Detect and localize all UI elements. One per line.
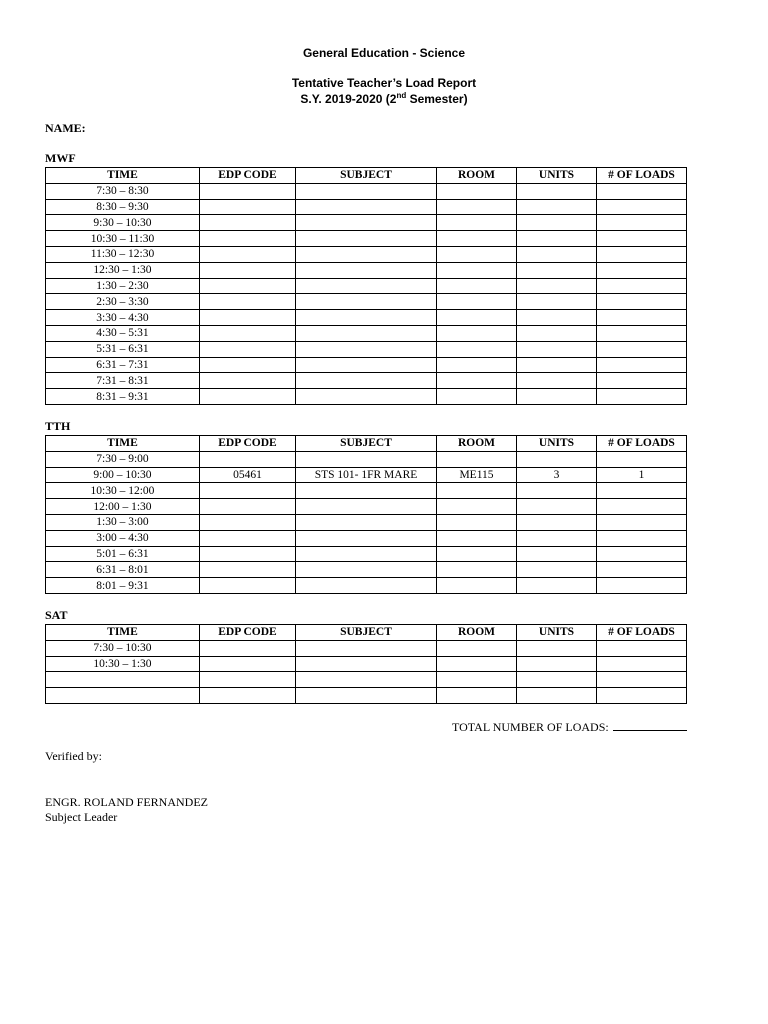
table-cell bbox=[597, 578, 687, 594]
school-year bbox=[0, 91, 768, 106]
report-title: Tentative Teacher’s Load Report bbox=[291, 76, 477, 90]
table-cell bbox=[296, 341, 437, 357]
table-cell bbox=[46, 688, 200, 704]
table-cell bbox=[597, 341, 687, 357]
table-cell bbox=[200, 640, 296, 656]
table-cell bbox=[200, 183, 296, 199]
table-cell bbox=[296, 278, 437, 294]
table-cell: 7:30 – 10:30 bbox=[46, 640, 200, 656]
table-cell: 1:30 – 3:00 bbox=[46, 514, 200, 530]
table-cell bbox=[597, 294, 687, 310]
table-cell: 8:30 – 9:30 bbox=[46, 199, 200, 215]
table-cell bbox=[200, 389, 296, 405]
total-loads bbox=[452, 719, 687, 735]
table-cell bbox=[200, 278, 296, 294]
table-cell bbox=[296, 325, 437, 341]
table-cell bbox=[296, 389, 437, 405]
table-cell bbox=[517, 278, 597, 294]
table-cell bbox=[437, 278, 517, 294]
table-cell bbox=[517, 578, 597, 594]
table-cell bbox=[296, 262, 437, 278]
school-year-ordinal: nd bbox=[396, 91, 407, 100]
table-cell: STS 101- 1FR MARE bbox=[296, 467, 437, 483]
table-cell bbox=[437, 294, 517, 310]
table-header-row bbox=[46, 436, 687, 452]
column-header: TIME bbox=[46, 436, 200, 452]
table-cell bbox=[437, 246, 517, 262]
table-cell bbox=[437, 373, 517, 389]
table-cell bbox=[597, 530, 687, 546]
table-cell bbox=[437, 341, 517, 357]
table-cell: 1:30 – 2:30 bbox=[46, 278, 200, 294]
table-cell bbox=[597, 451, 687, 467]
column-header: TIME bbox=[46, 168, 200, 184]
table-cell bbox=[437, 514, 517, 530]
table-cell: 10:30 – 1:30 bbox=[46, 656, 200, 672]
table-row bbox=[46, 672, 687, 688]
table-cell bbox=[200, 688, 296, 704]
table-cell: 7:30 – 9:00 bbox=[46, 451, 200, 467]
table-cell bbox=[437, 451, 517, 467]
table-row bbox=[46, 294, 687, 310]
table-cell bbox=[296, 578, 437, 594]
table-cell bbox=[200, 656, 296, 672]
table-row bbox=[46, 183, 687, 199]
table-cell bbox=[437, 483, 517, 499]
table-cell bbox=[200, 325, 296, 341]
table-cell bbox=[437, 656, 517, 672]
signatory-name: ENGR. ROLAND FERNANDEZ bbox=[45, 795, 208, 809]
table-cell bbox=[200, 199, 296, 215]
table-cell bbox=[437, 688, 517, 704]
table-cell bbox=[517, 357, 597, 373]
school-year-prefix: S.Y. 2019-2020 (2 bbox=[300, 92, 397, 106]
department-heading: General Education - Science bbox=[302, 46, 466, 60]
table-row bbox=[46, 514, 687, 530]
section-label-tth: TTH bbox=[45, 419, 71, 433]
table-cell bbox=[437, 389, 517, 405]
table-cell bbox=[597, 183, 687, 199]
table-cell bbox=[597, 246, 687, 262]
table-row bbox=[46, 656, 687, 672]
table-cell: 9:00 – 10:30 bbox=[46, 467, 200, 483]
name-label: NAME: bbox=[45, 121, 86, 135]
table-cell bbox=[437, 672, 517, 688]
table-cell bbox=[517, 294, 597, 310]
table-cell bbox=[200, 310, 296, 326]
table-cell: 2:30 – 3:30 bbox=[46, 294, 200, 310]
table-cell bbox=[200, 672, 296, 688]
table-cell: 8:01 – 9:31 bbox=[46, 578, 200, 594]
table-cell bbox=[517, 310, 597, 326]
table-cell bbox=[437, 546, 517, 562]
table-cell bbox=[517, 688, 597, 704]
table-cell bbox=[597, 546, 687, 562]
table-cell bbox=[597, 688, 687, 704]
section-label-sat: SAT bbox=[45, 608, 68, 622]
table-cell bbox=[437, 357, 517, 373]
table-cell bbox=[437, 310, 517, 326]
table-cell bbox=[597, 514, 687, 530]
table-cell bbox=[200, 231, 296, 247]
table-cell bbox=[200, 562, 296, 578]
table-cell bbox=[200, 514, 296, 530]
section-label-mwf: MWF bbox=[45, 151, 76, 165]
table-cell bbox=[517, 546, 597, 562]
table-cell bbox=[597, 310, 687, 326]
column-header: ROOM bbox=[437, 436, 517, 452]
table-cell bbox=[200, 499, 296, 515]
table-cell: 4:30 – 5:31 bbox=[46, 325, 200, 341]
table-cell bbox=[200, 357, 296, 373]
table-cell bbox=[296, 688, 437, 704]
column-header: ROOM bbox=[437, 168, 517, 184]
table-cell: 8:31 – 9:31 bbox=[46, 389, 200, 405]
table-cell bbox=[296, 373, 437, 389]
table-cell bbox=[597, 483, 687, 499]
table-cell bbox=[517, 451, 597, 467]
school-year-suffix: Semester) bbox=[406, 92, 468, 106]
table-cell bbox=[296, 530, 437, 546]
table-cell bbox=[437, 199, 517, 215]
table-cell bbox=[517, 530, 597, 546]
table-row bbox=[46, 546, 687, 562]
table-cell bbox=[517, 656, 597, 672]
table-cell bbox=[296, 246, 437, 262]
table-cell: 10:30 – 12:00 bbox=[46, 483, 200, 499]
total-loads-label: TOTAL NUMBER OF LOADS: bbox=[452, 720, 609, 734]
tth-schedule-table bbox=[45, 435, 687, 594]
table-cell: 6:31 – 8:01 bbox=[46, 562, 200, 578]
table-cell: 3 bbox=[517, 467, 597, 483]
table-cell: ME115 bbox=[437, 467, 517, 483]
table-cell bbox=[597, 278, 687, 294]
table-cell bbox=[597, 389, 687, 405]
table-cell bbox=[517, 215, 597, 231]
table-cell: 7:31 – 8:31 bbox=[46, 373, 200, 389]
table-cell bbox=[296, 199, 437, 215]
table-cell bbox=[517, 341, 597, 357]
column-header: SUBJECT bbox=[296, 625, 437, 641]
column-header: # OF LOADS bbox=[597, 625, 687, 641]
table-row bbox=[46, 262, 687, 278]
table-cell bbox=[597, 262, 687, 278]
column-header: SUBJECT bbox=[296, 436, 437, 452]
table-cell bbox=[517, 262, 597, 278]
table-cell bbox=[200, 373, 296, 389]
column-header: EDP CODE bbox=[200, 625, 296, 641]
column-header: ROOM bbox=[437, 625, 517, 641]
table-cell bbox=[296, 231, 437, 247]
table-row bbox=[46, 562, 687, 578]
table-cell: 5:31 – 6:31 bbox=[46, 341, 200, 357]
table-cell bbox=[296, 215, 437, 231]
table-row bbox=[46, 640, 687, 656]
table-cell bbox=[517, 325, 597, 341]
table-cell bbox=[296, 546, 437, 562]
table-cell bbox=[437, 262, 517, 278]
table-row bbox=[46, 483, 687, 499]
table-cell bbox=[597, 325, 687, 341]
table-cell bbox=[597, 562, 687, 578]
signatory-title: Subject Leader bbox=[45, 810, 118, 824]
table-cell bbox=[200, 578, 296, 594]
table-row bbox=[46, 341, 687, 357]
table-cell bbox=[597, 672, 687, 688]
table-header-row bbox=[46, 168, 687, 184]
table-cell bbox=[296, 562, 437, 578]
table-row bbox=[46, 467, 687, 483]
table-cell bbox=[296, 483, 437, 499]
table-cell: 6:31 – 7:31 bbox=[46, 357, 200, 373]
table-cell bbox=[517, 373, 597, 389]
table-cell bbox=[200, 341, 296, 357]
table-cell bbox=[437, 562, 517, 578]
table-cell bbox=[296, 310, 437, 326]
table-row bbox=[46, 389, 687, 405]
table-row bbox=[46, 357, 687, 373]
table-cell bbox=[517, 672, 597, 688]
table-cell bbox=[296, 294, 437, 310]
table-cell: 10:30 – 11:30 bbox=[46, 231, 200, 247]
table-cell: 12:30 – 1:30 bbox=[46, 262, 200, 278]
table-row bbox=[46, 451, 687, 467]
table-cell bbox=[296, 183, 437, 199]
table-cell bbox=[517, 499, 597, 515]
table-cell bbox=[200, 215, 296, 231]
table-cell bbox=[437, 530, 517, 546]
table-cell: 3:30 – 4:30 bbox=[46, 310, 200, 326]
table-header-row bbox=[46, 625, 687, 641]
table-row bbox=[46, 578, 687, 594]
table-cell: 11:30 – 12:30 bbox=[46, 246, 200, 262]
table-cell bbox=[437, 231, 517, 247]
table-cell bbox=[296, 514, 437, 530]
table-cell: 05461 bbox=[200, 467, 296, 483]
table-cell bbox=[437, 640, 517, 656]
table-cell bbox=[437, 499, 517, 515]
table-row bbox=[46, 530, 687, 546]
table-cell: 5:01 – 6:31 bbox=[46, 546, 200, 562]
column-header: SUBJECT bbox=[296, 168, 437, 184]
table-cell bbox=[46, 672, 200, 688]
table-cell bbox=[597, 215, 687, 231]
column-header: EDP CODE bbox=[200, 168, 296, 184]
column-header: UNITS bbox=[517, 625, 597, 641]
table-cell bbox=[296, 499, 437, 515]
table-cell bbox=[597, 373, 687, 389]
mwf-schedule-table bbox=[45, 167, 687, 405]
column-header: UNITS bbox=[517, 436, 597, 452]
table-cell: 3:00 – 4:30 bbox=[46, 530, 200, 546]
table-cell bbox=[296, 451, 437, 467]
table-cell bbox=[200, 262, 296, 278]
table-row bbox=[46, 278, 687, 294]
table-row bbox=[46, 499, 687, 515]
table-cell bbox=[597, 231, 687, 247]
total-loads-blank bbox=[613, 719, 687, 731]
table-row bbox=[46, 688, 687, 704]
table-cell bbox=[597, 656, 687, 672]
table-cell bbox=[517, 514, 597, 530]
table-cell bbox=[296, 672, 437, 688]
table-cell bbox=[517, 183, 597, 199]
table-row bbox=[46, 199, 687, 215]
table-cell bbox=[597, 640, 687, 656]
table-row bbox=[46, 246, 687, 262]
table-row bbox=[46, 373, 687, 389]
table-cell bbox=[597, 499, 687, 515]
table-cell: 9:30 – 10:30 bbox=[46, 215, 200, 231]
column-header: EDP CODE bbox=[200, 436, 296, 452]
table-cell bbox=[437, 183, 517, 199]
table-cell bbox=[517, 246, 597, 262]
table-cell: 12:00 – 1:30 bbox=[46, 499, 200, 515]
table-row bbox=[46, 310, 687, 326]
table-cell bbox=[437, 215, 517, 231]
table-cell bbox=[296, 656, 437, 672]
table-cell bbox=[200, 546, 296, 562]
column-header: # OF LOADS bbox=[597, 436, 687, 452]
table-cell bbox=[517, 199, 597, 215]
table-cell: 7:30 – 8:30 bbox=[46, 183, 200, 199]
table-cell bbox=[200, 294, 296, 310]
column-header: UNITS bbox=[517, 168, 597, 184]
table-row bbox=[46, 231, 687, 247]
table-cell bbox=[597, 357, 687, 373]
column-header: # OF LOADS bbox=[597, 168, 687, 184]
table-cell bbox=[200, 451, 296, 467]
table-cell bbox=[517, 389, 597, 405]
table-cell bbox=[437, 325, 517, 341]
verified-by-label: Verified by: bbox=[45, 749, 102, 763]
table-row bbox=[46, 325, 687, 341]
table-cell bbox=[200, 530, 296, 546]
column-header: TIME bbox=[46, 625, 200, 641]
table-cell: 1 bbox=[597, 467, 687, 483]
table-row bbox=[46, 215, 687, 231]
table-cell bbox=[200, 246, 296, 262]
table-cell bbox=[517, 483, 597, 499]
table-cell bbox=[200, 483, 296, 499]
table-cell bbox=[517, 640, 597, 656]
table-cell bbox=[296, 640, 437, 656]
table-cell bbox=[296, 357, 437, 373]
table-cell bbox=[517, 562, 597, 578]
table-cell bbox=[517, 231, 597, 247]
table-cell bbox=[597, 199, 687, 215]
table-cell bbox=[437, 578, 517, 594]
sat-schedule-table bbox=[45, 624, 687, 704]
